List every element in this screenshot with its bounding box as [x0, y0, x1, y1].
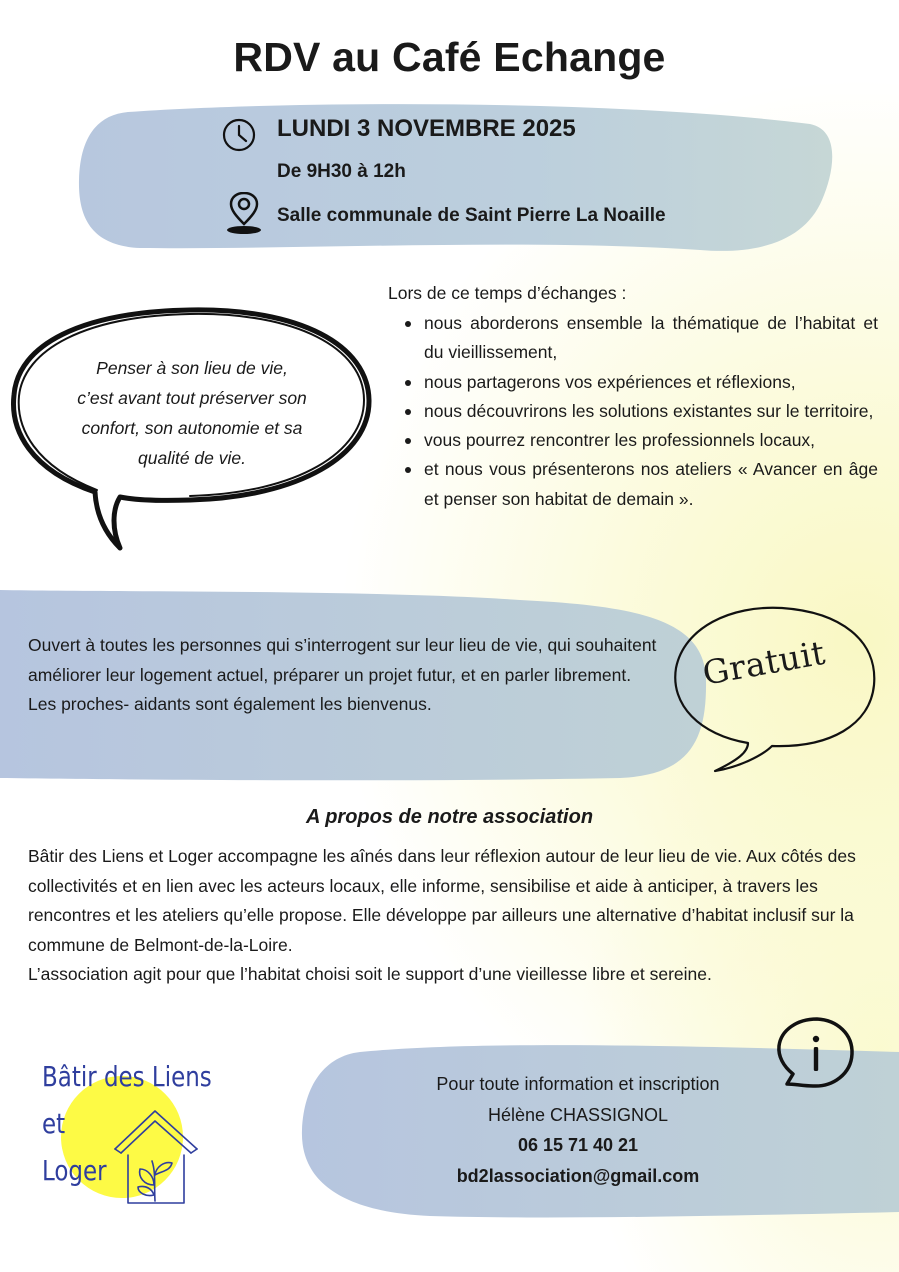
about-title: A propos de notre association — [305, 806, 594, 828]
logo-line: Loger — [42, 1154, 107, 1187]
contact-email[interactable]: bd2lassociation@gmail.com — [456, 1165, 700, 1186]
quote-line: Penser à son lieu de vie, — [96, 358, 288, 378]
clock-icon — [222, 118, 256, 152]
audience-paragraph: Ouvert à toutes les personnes qui s’interrogent sur leur lieu de vie, qui souhaitent améliorer leur logement actuel, préparer un projet futur, et en parler librement. — [28, 635, 657, 685]
about-paragraph: Bâtir des Liens et Loger accompagne les aînés dans leur réflexion autour de leur lieu de vie. Aux côtés des collectivités et en lien avec les acteurs locaux, elle informe, sensibilise et aide à anticiper, à travers les rencontres et les ateliers qu’elle propose. Elle développe par ailleurs une alternative d’habitat inclusif sur la commune de Belmont-de-la-Loire. — [28, 846, 856, 955]
contact-phone[interactable]: 06 15 71 40 21 — [517, 1135, 639, 1155]
list-item: nous partagerons vos expériences et réflexions, — [402, 368, 878, 397]
contact-intro: Pour toute information et inscription — [436, 1074, 720, 1094]
list-item: nous découvrirons les solutions existantes sur le territoire, — [402, 397, 878, 426]
list-item: nous aborderons ensemble la thématique de l’habitat et du vieillissement, — [402, 309, 878, 368]
list-item: et nous vous présenterons nos ateliers « Avancer en âge et penser son habitat de demain ». — [402, 455, 878, 514]
mission-paragraph: L’association agit pour que l’habitat choisi soit le support d’une vieillesse libre et sereine. — [28, 964, 712, 984]
event-date: LUNDI 3 NOVEMBRE 2025 — [277, 115, 576, 142]
logo-line: et — [42, 1107, 66, 1140]
page-title: RDV au Café Echange — [233, 34, 666, 80]
list-item: vous pourrez rencontrer les professionnels locaux, — [402, 426, 878, 455]
quote-line: confort, son autonomie et sa — [81, 418, 303, 438]
quote-line: c’est avant tout préserver son — [77, 388, 307, 408]
audience-text — [28, 631, 678, 720]
about-text — [28, 842, 888, 990]
contact-name: Hélène CHASSIGNOL — [487, 1104, 669, 1125]
logo-line: Bâtir des Liens — [42, 1060, 212, 1093]
contact-block — [395, 1069, 761, 1191]
info-bubble-icon — [775, 1016, 857, 1098]
program-list — [402, 309, 878, 514]
quote-line: qualité de vie. — [138, 448, 246, 468]
caregivers-paragraph: Les proches- aidants sont également les bienvenus. — [28, 694, 432, 714]
association-logo-text — [42, 1053, 212, 1194]
quote-text — [52, 353, 332, 473]
location-pin-icon — [224, 192, 264, 236]
program-intro: Lors de ce temps d’échanges : — [388, 283, 627, 303]
event-place: Salle communale de Saint Pierre La Noaille — [277, 205, 666, 226]
event-time: De 9H30 à 12h — [277, 161, 406, 182]
gratuit-label: Gratuit — [699, 632, 829, 693]
